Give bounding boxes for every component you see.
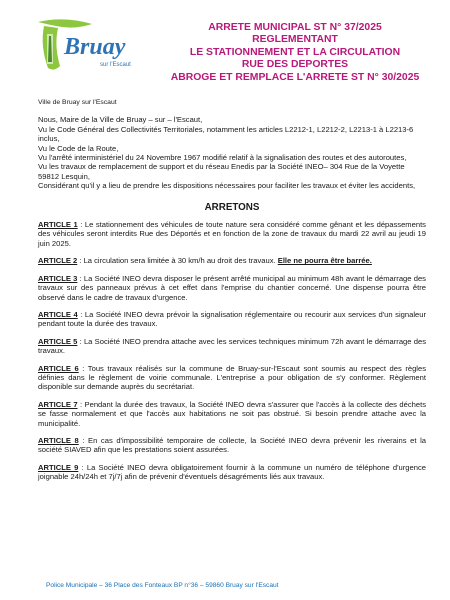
article-text: : La Société INEO devra prévoir la signalisation réglementaire ou recourir aux services d'un signaleur pendant toute la durée des travaux. bbox=[38, 309, 426, 329]
article-label: ARTICLE 7 bbox=[38, 399, 78, 409]
article-8 bbox=[38, 436, 426, 455]
article-text: : Tous travaux réalisés sur la commune de Bruay-sur-l'Escaut sont soumis au respect des règles définies dans le règlement de voirie communale. L'entreprise a pour obligation de s'y conformer. Règlement disponible sur demande auprès du secrétariat. bbox=[38, 363, 426, 392]
article-2 bbox=[38, 256, 426, 265]
consideration-line: Nous, Maire de la Ville de Bruay – sur – l'Escaut, bbox=[38, 115, 203, 125]
decree-subtitle-2: LE STATIONNEMENT ET LA CIRCULATION bbox=[189, 46, 401, 58]
article-label: ARTICLE 5 bbox=[38, 336, 78, 346]
article-4 bbox=[38, 310, 426, 329]
consideration-line: Vu le Code de la Route, bbox=[38, 143, 119, 153]
article-7 bbox=[38, 400, 426, 428]
city-logo-icon bbox=[34, 16, 146, 78]
article-text: : En cas d'impossibilité temporaire de collecte, la Société INEO devra prévenir les riverains et la société SIAVED afin que les prestations soient assurées. bbox=[38, 435, 426, 455]
decree-header bbox=[150, 22, 440, 84]
consideration-line: Considérant qu'il y a lieu de prendre les dispositions nécessaires pour faciliter les travaux et éviter les accidents, bbox=[38, 181, 416, 191]
article-9 bbox=[38, 463, 426, 482]
logo-brand: Bruay bbox=[64, 34, 126, 60]
decree-title: ARRETE MUNICIPAL ST N° 37/2025 bbox=[208, 22, 382, 33]
article-label: ARTICLE 1 bbox=[38, 220, 78, 230]
article-text: : La circulation sera limitée à 30 km/h au droit des travaux. bbox=[77, 256, 278, 266]
article-text: : La Société INEO devra obligatoirement fournir à la commune un numéro de téléphone d'urgence joignable 24h/24h et 7j/7j afin de prévenir d'éventuels désagréments liés aux travaux. bbox=[38, 462, 426, 482]
article-label: ARTICLE 2 bbox=[38, 256, 78, 266]
article-label: ARTICLE 6 bbox=[38, 363, 79, 373]
consideration-line: Vu le Code Général des Collectivités Territoriales, notamment les articles L2212-1, L2212-2, L2213-1 à L2213-6 inclus, bbox=[38, 124, 414, 144]
article-text: : Pendant la durée des travaux, la Société INEO devra s'assurer que l'accès à la collecte des déchets se fasse normalement et que l'accès aux habitations ne soit pas obstrué. Si besoin prendre attache avec la municipalité. bbox=[38, 399, 426, 428]
decree-body bbox=[38, 98, 426, 490]
considerations bbox=[38, 115, 426, 190]
article-label: ARTICLE 4 bbox=[38, 309, 78, 319]
article-1 bbox=[38, 220, 426, 248]
article-text: : Le stationnement des véhicules de toute nature sera considéré comme gênant et les dépassements des véhicules seront interdits Rue des Déportés et en fonction de la zone de travaux du mardi 22 avril au jeudi 19 juin 2025. bbox=[38, 220, 426, 248]
article-6 bbox=[38, 364, 426, 392]
arretons-heading: ARRETONS bbox=[204, 201, 260, 213]
consideration-line: Vu les travaux de remplacement de support et du réseau Enedis par la Société INEO– 304 Rue de la Voyette 59812 Lesquin, bbox=[38, 162, 405, 181]
article-label: ARTICLE 9 bbox=[38, 462, 79, 472]
article-label: ARTICLE 3 bbox=[38, 273, 78, 283]
article-label: ARTICLE 8 bbox=[38, 435, 79, 445]
page-footer: Police Municipale – 36 Place des Fonteaux BP n°36 – 59860 Bruay sur l'Escaut bbox=[46, 582, 279, 589]
city-name: Ville de Bruay sur l'Escaut bbox=[38, 99, 117, 106]
decree-street: RUE DES DEPORTES bbox=[241, 59, 349, 71]
decree-abrogation: ABROGE ET REMPLACE L'ARRETE ST N° 30/2025 bbox=[170, 71, 420, 83]
logo-sub: sur l'Escaut bbox=[100, 62, 131, 68]
article-text: : La Société INEO prendra attache avec les services techniques minimum 72h avant le démarrage des travaux. bbox=[38, 336, 426, 356]
article-3 bbox=[38, 274, 426, 302]
article-5 bbox=[38, 337, 426, 356]
consideration-line: Vu l'arrêté interministériel du 24 Novembre 1967 modifié relatif à la signalisation des routes et des autoroutes, bbox=[38, 153, 407, 163]
city-logo bbox=[34, 16, 146, 78]
decree-subtitle-1: REGLEMENTANT bbox=[252, 34, 338, 46]
article-emphasis: Elle ne pourra être barrée. bbox=[277, 256, 372, 266]
article-text: : La Société INEO devra disposer le présent arrêté municipal au minimum 48h avant le démarrage des travaux sur des panneaux prévus à cet effet dans l'emprise du chantier concerné. Une dispense pourra être observé dans le cadre de travaux d'urgence. bbox=[38, 273, 426, 302]
